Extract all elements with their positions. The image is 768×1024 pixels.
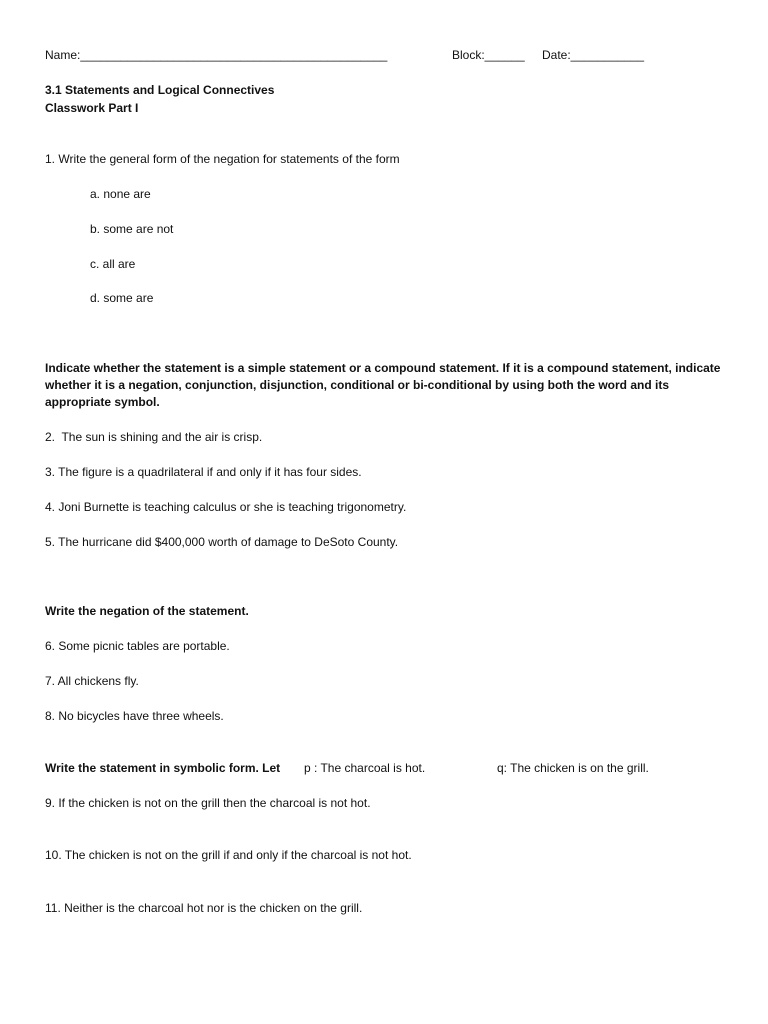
option-d: d. some are bbox=[90, 291, 154, 305]
section-3-instructions: Write the negation of the statement. bbox=[45, 604, 249, 618]
p-definition: p : The charcoal is hot. bbox=[304, 761, 426, 775]
question-6: 6. Some picnic tables are portable. bbox=[45, 639, 230, 653]
question-1-prompt: 1. Write the general form of the negation for statements of the form bbox=[45, 152, 400, 166]
option-a: a. none are bbox=[90, 187, 151, 201]
question-3: 3. The figure is a quadrilateral if and only if it has four sides. bbox=[45, 465, 362, 479]
question-9: 9. If the chicken is not on the grill then the charcoal is not hot. bbox=[45, 796, 371, 810]
question-11: 11. Neither is the charcoal hot nor is the chicken on the grill. bbox=[45, 901, 363, 915]
block-field-line[interactable]: Block:______ bbox=[452, 48, 525, 62]
q-definition: q: The chicken is on the grill. bbox=[497, 761, 649, 775]
section-2-instructions: Indicate whether the statement is a simple statement or a compound statement. If it is a compound statement, indicate whether it is a negation, conjunction, disjunction, conditional or bi-conditional by using both the word and its appropriate symbol. bbox=[45, 361, 721, 409]
date-field-line[interactable]: Date:___________ bbox=[542, 48, 645, 62]
option-b: b. some are not bbox=[90, 222, 174, 236]
question-5: 5. The hurricane did $400,000 worth of damage to DeSoto County. bbox=[45, 535, 399, 549]
section-title: 3.1 Statements and Logical Connectives bbox=[45, 83, 275, 97]
name-field-line[interactable]: Name:______________________________________________ bbox=[45, 48, 388, 62]
question-2: 2. The sun is shining and the air is crisp. bbox=[45, 430, 263, 444]
question-4: 4. Joni Burnette is teaching calculus or she is teaching trigonometry. bbox=[45, 500, 407, 514]
part-title: Classwork Part I bbox=[45, 101, 139, 115]
option-c: c. all are bbox=[90, 257, 136, 271]
question-8: 8. No bicycles have three wheels. bbox=[45, 709, 224, 723]
section-4-instructions: Write the statement in symbolic form. Let bbox=[45, 761, 281, 775]
question-7: 7. All chickens fly. bbox=[45, 674, 139, 688]
question-10: 10. The chicken is not on the grill if and only if the charcoal is not hot. bbox=[45, 848, 412, 862]
